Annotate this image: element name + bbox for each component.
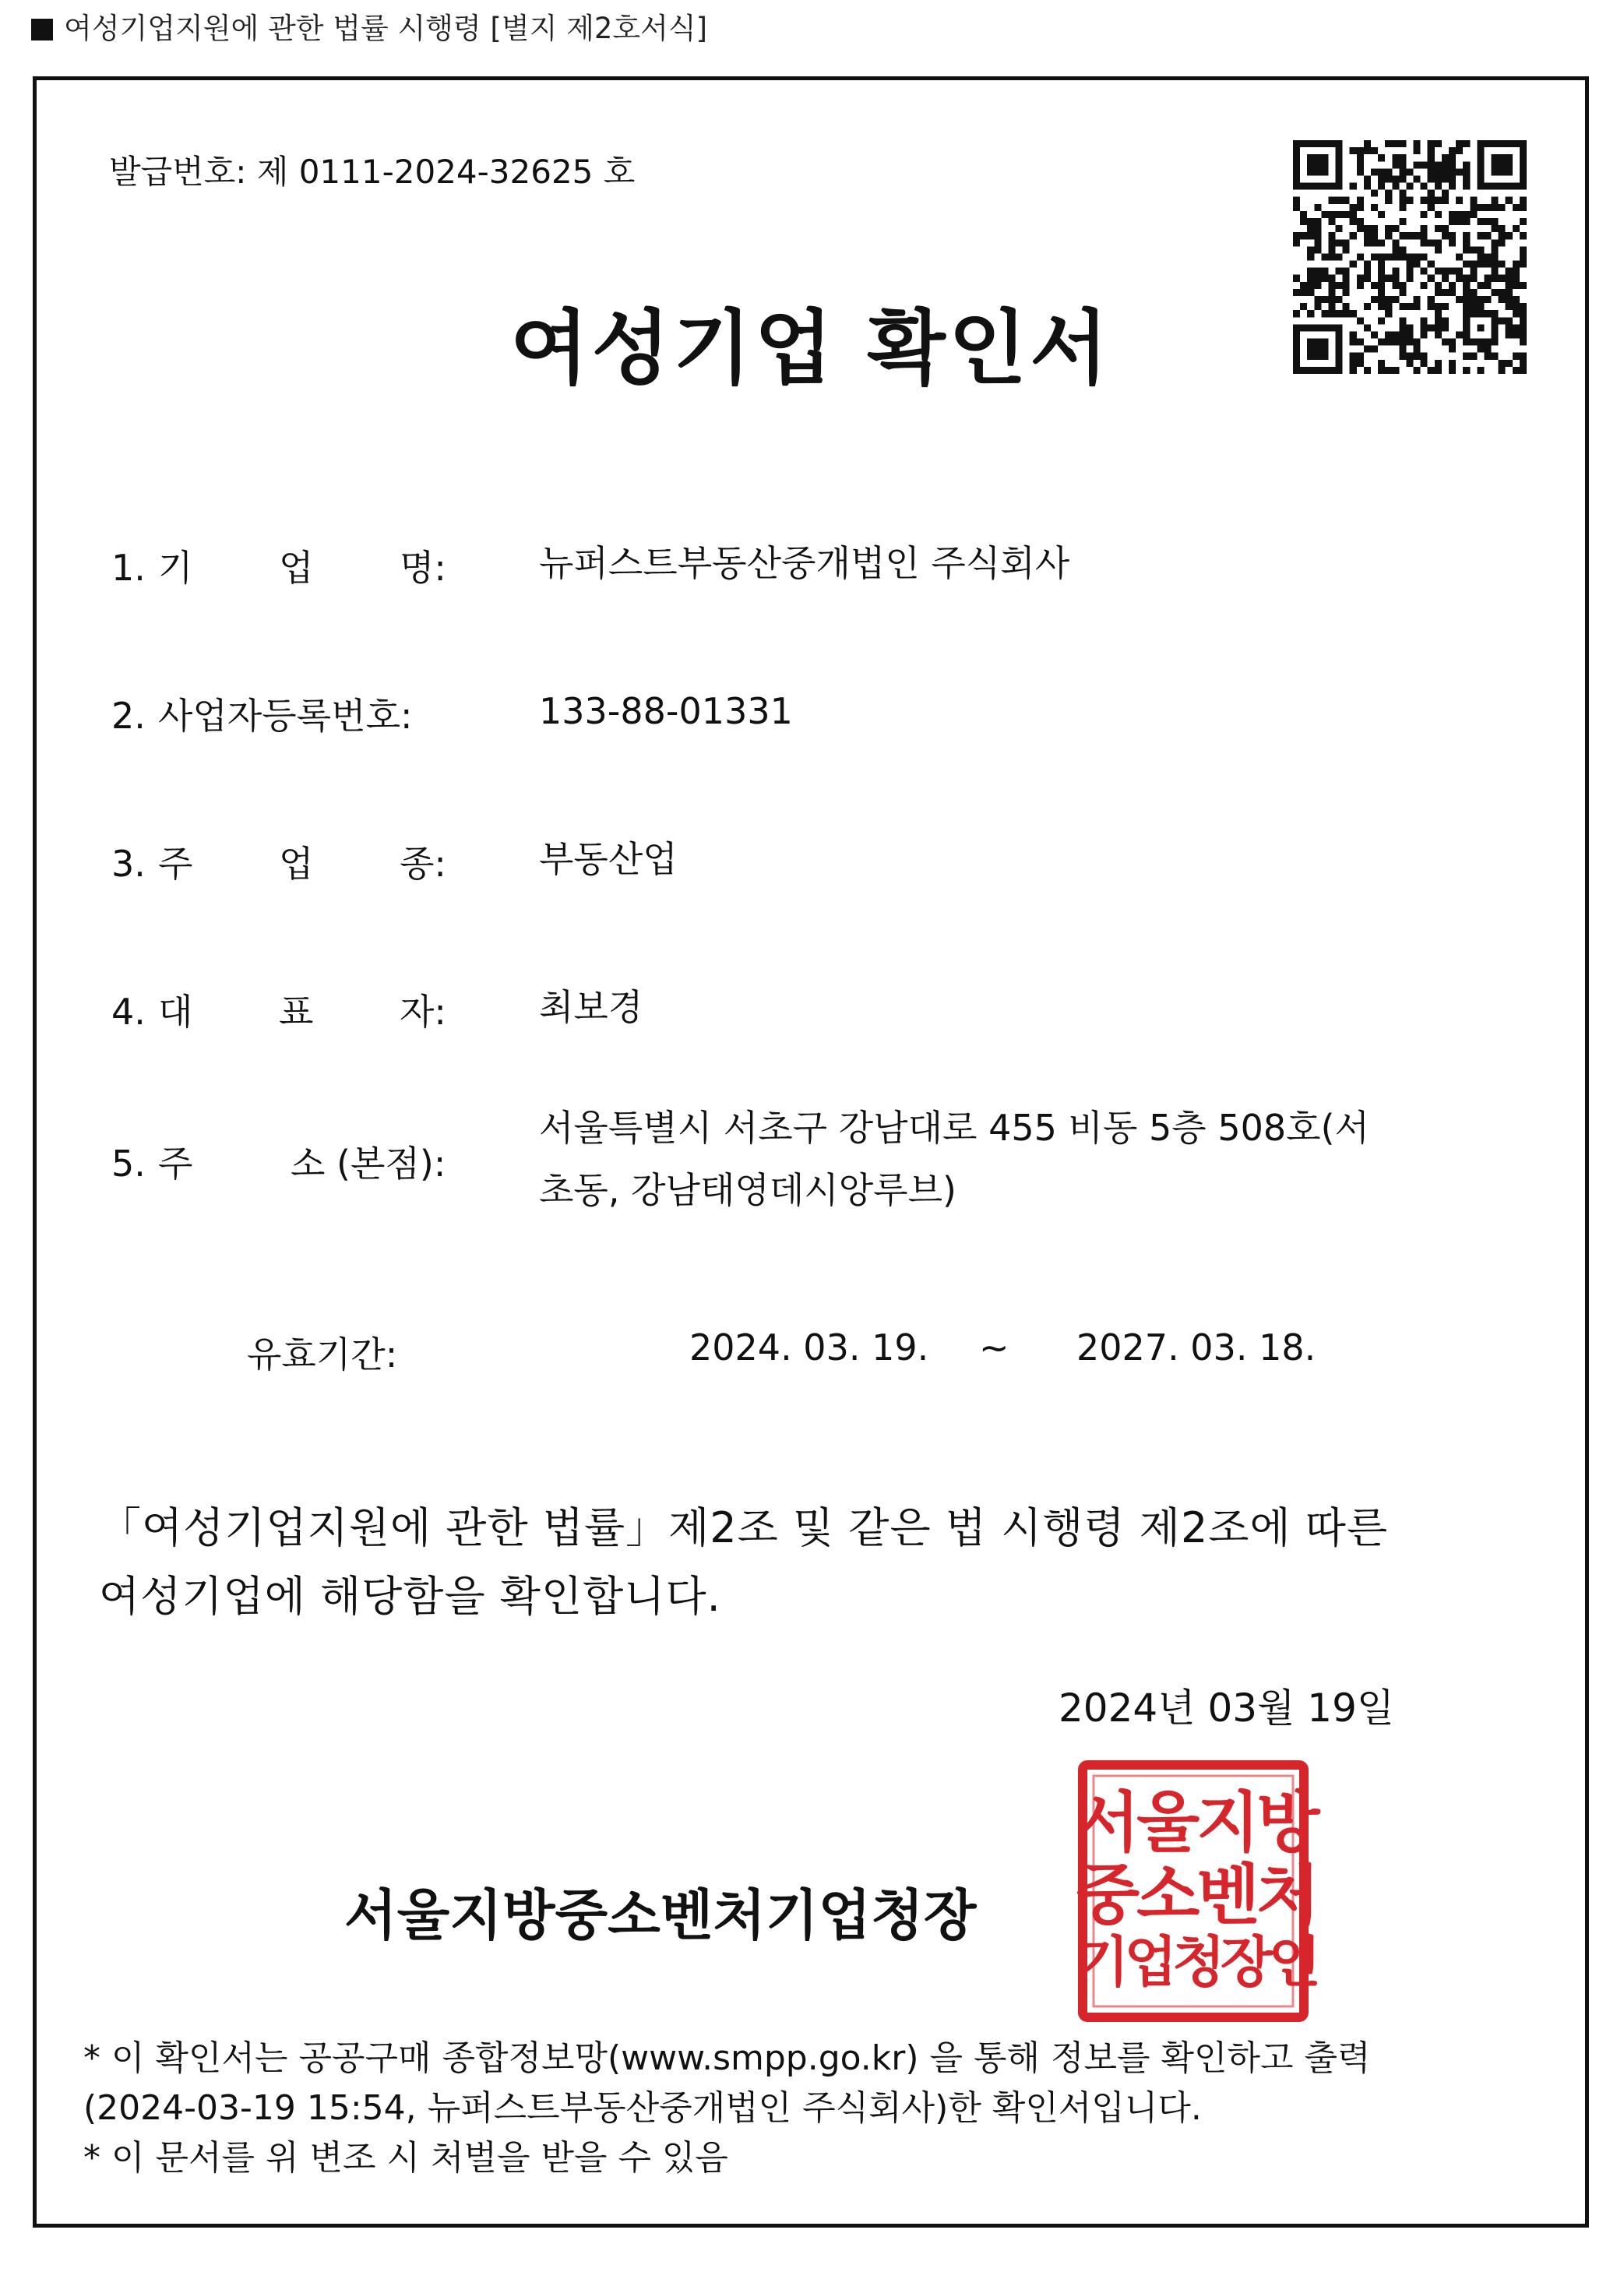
label-part: 명: bbox=[400, 547, 446, 589]
label-part: 종: bbox=[400, 843, 446, 885]
validity-label: 유효기간: bbox=[247, 1333, 398, 1376]
field-main-industry-value bbox=[539, 828, 678, 890]
certificate-frame bbox=[33, 76, 1589, 2228]
label-part: 사업자등록번호: bbox=[158, 695, 413, 737]
field-business-registration-label bbox=[111, 688, 413, 739]
label-part: 소 (본점): bbox=[291, 1143, 446, 1185]
label-part: 업 bbox=[279, 843, 314, 885]
validity-start-date: 2024. 03. 19. bbox=[689, 1326, 929, 1368]
value-line: 초동, 강남태영데시앙루브) bbox=[539, 1169, 956, 1211]
footnote-line: * 이 문서를 위 변조 시 처벌을 받을 수 있음 bbox=[83, 2138, 728, 2178]
label-part: 주 bbox=[158, 1143, 193, 1185]
statement-line: 「여성기업지원에 관한 법률」제2조 및 같은 법 시행령 제2조에 따른 bbox=[99, 1503, 1389, 1552]
black-square-icon bbox=[31, 19, 53, 41]
field-number: 4. bbox=[111, 991, 146, 1033]
label-part: 기 bbox=[158, 547, 193, 589]
field-company-name-value bbox=[539, 532, 1069, 594]
label-part: 대 bbox=[158, 991, 193, 1033]
label-part: 주 bbox=[158, 843, 193, 885]
value-line: 서울특별시 서초구 강남대로 455 비동 5층 508호(서 bbox=[539, 1107, 1369, 1149]
field-address-value bbox=[539, 1097, 1369, 1221]
footnote-line: (2024-03-19 15:54, 뉴퍼스트부동산중개법인 주식회사)한 확인서입니다. bbox=[83, 2088, 1202, 2128]
field-company-name-label bbox=[111, 540, 446, 591]
confirmation-statement bbox=[99, 1494, 1388, 1631]
statement-line: 여성기업에 해당함을 확인합니다. bbox=[99, 1572, 721, 1621]
seal-line: 중소벤처 bbox=[1076, 1856, 1317, 1933]
issuing-authority: 서울지방중소벤처기업청장 bbox=[344, 1883, 977, 1947]
form-caption-text: 여성기업지원에 관한 법률 시행령 [별지 제2호서식] bbox=[64, 12, 708, 45]
field-address-label bbox=[111, 1136, 446, 1187]
field-number: 1. bbox=[111, 547, 146, 589]
validity-end-date: 2027. 03. 18. bbox=[1076, 1326, 1316, 1368]
form-caption bbox=[31, 5, 707, 47]
field-representative-value bbox=[539, 976, 643, 1038]
value-line: 부동산업 bbox=[539, 838, 678, 880]
field-representative-label bbox=[111, 984, 446, 1035]
validity-separator: ~ bbox=[979, 1326, 1009, 1368]
footnote-line: * 이 확인서는 공공구매 종합정보망(www.smpp.go.kr) 을 통해 정보를 확인하고 출력 bbox=[83, 2038, 1371, 2078]
value-line: 최보경 bbox=[539, 986, 643, 1028]
field-main-industry-label bbox=[111, 836, 446, 887]
field-number: 3. bbox=[111, 843, 146, 885]
document-title: 여성기업 확인서 bbox=[510, 301, 1111, 396]
seal-line: 서울지방 bbox=[1076, 1784, 1317, 1861]
seal-line: 기업청장인 bbox=[1076, 1929, 1317, 1994]
label-part: 업 bbox=[279, 547, 314, 589]
issue-number: 발급번호: 제 0111-2024-32625 호 bbox=[109, 153, 636, 191]
issue-date: 2024년 03월 19일 bbox=[1059, 1686, 1395, 1731]
field-number: 2. bbox=[111, 695, 146, 737]
field-number: 5. bbox=[111, 1143, 146, 1185]
field-business-registration-value bbox=[539, 680, 793, 742]
label-part: 표 bbox=[279, 991, 314, 1033]
label-part: 자: bbox=[400, 991, 446, 1033]
value-line: 뉴퍼스트부동산중개법인 주식회사 bbox=[539, 542, 1070, 584]
value-line: 133-88-01331 bbox=[539, 690, 793, 732]
official-seal bbox=[1076, 1759, 1317, 2024]
